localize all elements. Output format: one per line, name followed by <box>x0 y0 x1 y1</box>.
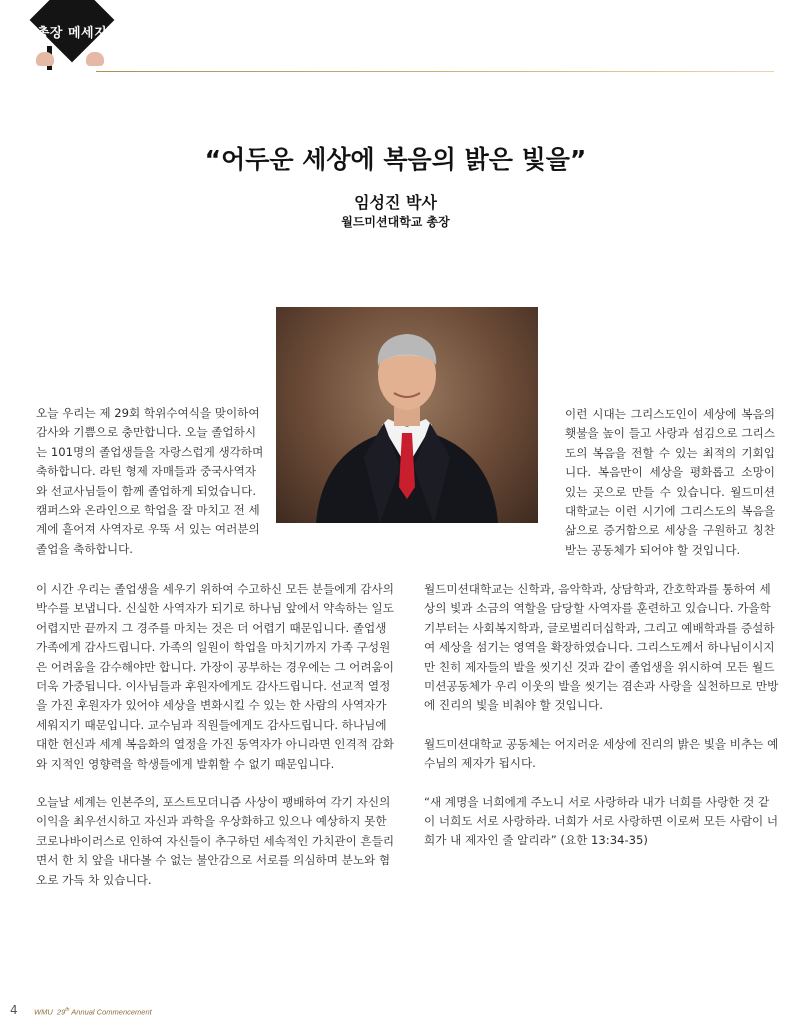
author-affiliation: 월드미션대학교 총장 <box>341 215 450 229</box>
hand-icon <box>86 52 104 66</box>
paragraph: 월드미션대학교는 신학과, 음악학과, 상담학과, 간호학과를 통하여 세상의 빛과 소금의 역할을 담당할 사역자를 훈련하고 있습니다. 가을학기부터는 사회복지학과, 글로벌리더십학과, 그리고 예배학과를 증설하여 세상을 섬기는 영역을 확장하였습니다. 그리스도께서 하나님이시지만 친히 제자들의 발을 씻기신 것과 같이 졸업생을 위시하여 모든 월드미션공동체가 우리 이웃의 발을 씻기는 겸손과 사랑을 실천하므로 만방에 진리의 빛을 비춰야 할 것입니다. <box>424 582 779 713</box>
hand-icon <box>36 52 54 66</box>
section-badge <box>20 0 120 75</box>
footer-school: WMU <box>34 1007 53 1017</box>
portrait-illustration <box>276 307 538 523</box>
page-number: 4 <box>10 1003 18 1017</box>
header-rule <box>96 71 774 72</box>
paragraph: 오늘날 세계는 인본주의, 포스트모더니즘 사상이 팽배하여 각기 자신의 이익을 최우선시하고 자신과 과학을 우상화하고 있으나 예상하지 못한 코로나바이러스로 인하여 자신들이 추구하던 세속적인 가치관이 흔들리면서 한 치 앞을 내다볼 수 없는 불안감으로 서로를 의심하며 분노와 혐오로 가득 차 있습니다. <box>36 795 395 887</box>
paragraph: 월드미션대학교 공동체는 어지러운 세상에 진리의 밝은 빛을 비추는 예수님의 제자가 됩시다. <box>424 736 779 771</box>
badge-label: 총장 메세지 <box>36 26 108 41</box>
page-title: “어두운 세상에 복음의 밝은 빛을” <box>204 145 587 174</box>
footer-event: Annual Commencement <box>71 1007 152 1017</box>
paragraph: 이 시간 우리는 졸업생을 세우기 위하여 수고하신 모든 분들에게 감사의 박수를 보냅니다. 신실한 사역자가 되기로 하나님 앞에서 약속하는 일도 어렵지만 끝까지 그 경주를 마치는 것은 더 어렵기 때문입니다. 졸업생 가족에게 감사드립니다. 가족의 일원이 학업을 마치기까지 가족 구성원은 어려움을 감수해야만 합니다. 가장이 공부하는 경우에는 그 어려움이 더욱 가중됩니다. 이사님들과 후원자에게도 감사드립니다. 선교적 열정을 가진 후원자가 있어야 세상을 변화시킬 수 있는 한 사람의 사역자가 세워지기 때문입니다. 교수님과 직원들에게도 감사드립니다. 하나님에 대한 헌신과 세계 복음화의 열정을 가진 동역자가 아니라면 인격적 감화와 지적인 영향력을 학생들에게 발휘할 수 없기 때문입니다. <box>36 582 394 771</box>
author-name: 임성진 박사 <box>354 193 437 212</box>
intro-column-right <box>565 405 775 560</box>
paragraph: 오늘 우리는 제 29회 학위수여식을 맞이하여 감사와 기쁨으로 충만합니다. 오늘 졸업하시는 101명의 졸업생들을 자랑스럽게 생각하며 축하합니다. 라틴 형제 자매들과 중국사역자와 선교사님들이 함께 졸업하게 되었습니다. 캠퍼스와 온라인으로 학업을 잘 마치고 전 세계에 흩어져 사역자로 우뚝 서 있는 여러분의 졸업을 축하합니다. <box>36 406 264 556</box>
footer-edition-suffix: th <box>65 1007 70 1013</box>
body-column-left <box>36 580 396 890</box>
intro-column-left <box>36 404 266 559</box>
scripture-quote: “새 계명을 너희에게 주노니 서로 사랑하라 내가 너희를 사랑한 것 같이 너희도 서로 사랑하라. 너희가 서로 사랑하면 이로써 모든 사람이 너희가 내 제자인 줄 알리라” (요한 13:34-35) <box>424 794 779 848</box>
paragraph: 이런 시대는 그리스도인이 세상에 복음의 횃불을 높이 들고 사랑과 섬김으로 그리스도의 복음을 전할 수 있는 최적의 기회입니다. 복음만이 세상을 평화롭고 소망이 있는 곳으로 만들 수 있습니다. 월드미션대학교는 이런 시기에 그리스도의 복음을 삶으로 증거함으로 세상을 구원하고 칭찬받는 공동체가 되어야 할 것입니다. <box>565 407 775 557</box>
body-column-right <box>424 580 780 851</box>
footer-caption <box>34 1007 152 1017</box>
footer-edition: 29 <box>56 1007 66 1017</box>
president-portrait <box>276 307 538 523</box>
